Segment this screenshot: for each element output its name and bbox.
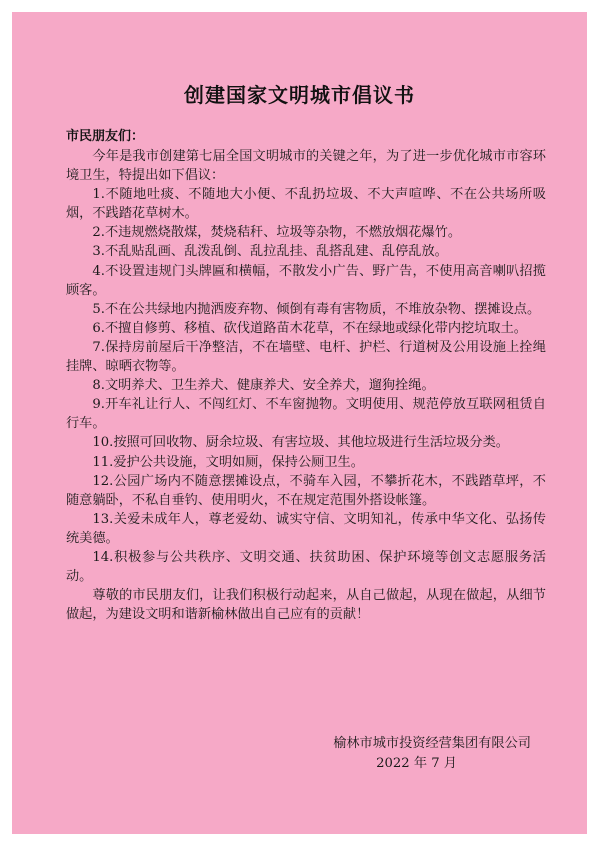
proposal-item: 10.按照可回收物、厨余垃圾、有害垃圾、其他垃圾进行生活垃圾分类。	[92, 435, 509, 451]
proposal-item: 1.不随地吐痰、不随地大小便、不乱扔垃圾、不大声喧哗、不在公共场所吸烟，不践踏花草树木。	[66, 187, 546, 222]
signature-date: 2022 年 7 月	[376, 755, 457, 771]
proposal-item: 11.爱护公共设施，文明如厕，保持公厕卫生。	[92, 454, 364, 470]
closing-paragraph: 尊敬的市民朋友们，让我们积极行动起来，从自己做起，从现在做起，从细节做起，为建设文明和谐新榆林做出自己应有的贡献！	[66, 588, 546, 623]
proposal-item: 6.不擅自修剪、移植、砍伐道路苗木花草，不在绿地或绿化带内挖坑取土。	[92, 320, 527, 336]
proposal-item: 4.不设置违规门头牌匾和横幅，不散发小广告、野广告，不使用高音喇叭招揽顾客。	[66, 263, 546, 298]
proposal-item: 5.不在公共绿地内抛洒废弃物、倾倒有毒有害物质，不堆放杂物、摆摊设点。	[92, 301, 541, 317]
document-title: 创建国家文明城市倡议书	[184, 83, 415, 107]
proposal-item: 2.不违规燃烧散煤，焚烧秸秆、垃圾等杂物，不燃放烟花爆竹。	[92, 225, 462, 241]
proposal-item: 3.不乱贴乱画、乱泼乱倒、乱拉乱挂、乱搭乱建、乱停乱放。	[92, 244, 448, 260]
proposal-item: 14.积极参与公共秩序、文明交通、扶贫助困、保护环境等创文志愿服务活动。	[66, 549, 546, 585]
proposal-item: 7.保持房前屋后干净整洁，不在墙壁、电杆、护栏、行道树及公用设施上拴绳挂牌、晾晒衣物等。	[66, 339, 546, 375]
proposal-item: 13.关爱未成年人，尊老爱幼、诚实守信、文明知礼，传承中华文化、弘扬传统美德。	[66, 511, 546, 546]
proposal-item: 8.文明养犬、卫生养犬、健康养犬、安全养犬，遛狗拴绳。	[92, 378, 435, 394]
document-page	[12, 12, 587, 834]
salutation: 市民朋友们：	[66, 129, 145, 144]
document-body	[66, 147, 546, 624]
intro-paragraph: 今年是我市创建第七届全国文明城市的关键之年，为了进一步优化城市市容环境卫生，特提出如下倡议：	[66, 149, 546, 184]
signature-block	[66, 734, 531, 773]
proposal-item: 12.公园广场内不随意摆摊设点，不骑车入园，不攀折花木，不践踏草坪，不随意躺卧，不私自垂钓、使用明火，不在规定范围外搭设帐篷。	[66, 473, 546, 508]
proposal-item: 9.开车礼让行人、不闯红灯、不车窗抛物。文明使用、规范停放互联网租赁自行车。	[66, 397, 546, 432]
signature-organization: 榆林市城市投资经营集团有限公司	[333, 736, 531, 751]
